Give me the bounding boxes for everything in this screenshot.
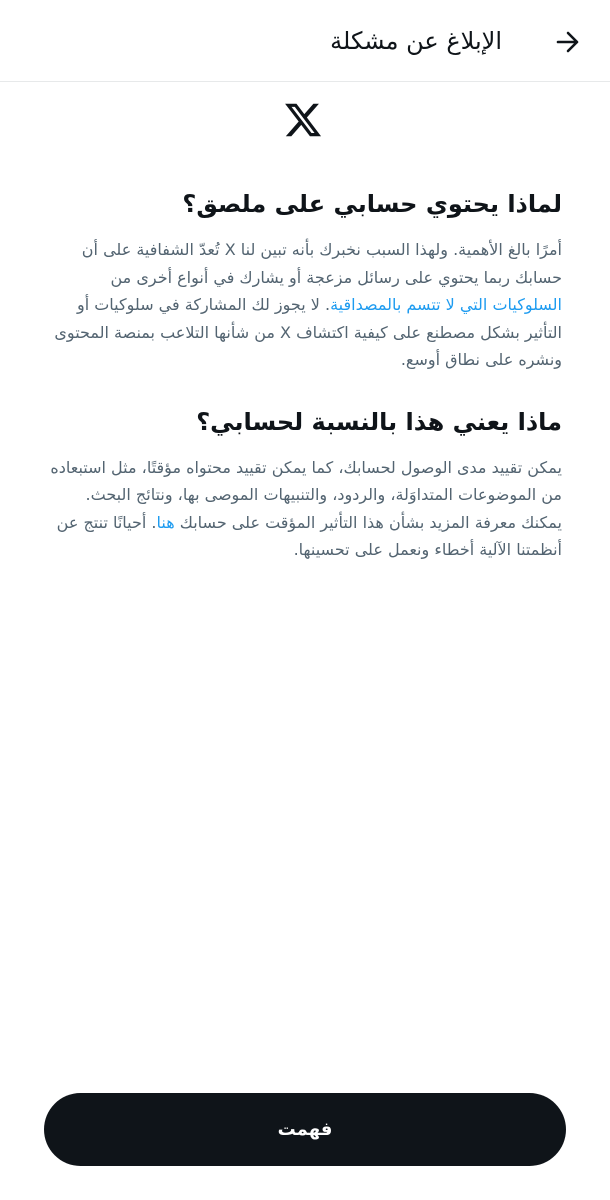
x-logo-icon xyxy=(283,100,323,140)
body-text: . أحيانًا تنتج عن أنظمتنا الآلية أخطاء ونعمل على تحسينها. xyxy=(56,512,562,559)
top-app-bar xyxy=(0,0,610,82)
page-title: الإبلاغ عن مشكلة xyxy=(330,27,502,55)
inauthentic-behaviors-link[interactable]: السلوكيات التي لا تتسم بالمصداقية xyxy=(330,295,562,314)
section-body xyxy=(44,454,562,564)
arrow-right-icon xyxy=(554,28,582,56)
body-text: . لا يجوز لك المشاركة في سلوكيات أو التأثير بشكل مصطنع على كيفية اكتشاف X من شأنها التلاعب بمنصة المحتوى ونشره على نطاق أوسع. xyxy=(54,295,562,369)
section-heading: ماذا يعني هذا بالنسبة لحسابي؟ xyxy=(196,407,562,436)
learn-more-here-link[interactable]: هنا xyxy=(156,512,175,532)
section-body xyxy=(44,236,562,374)
got-it-button[interactable]: فهمت xyxy=(44,1093,566,1166)
body-text: يمكن تقييد مدى الوصول لحسابك، كما يمكن تقييد محتواه مؤقتًا، مثل استبعاده من الموضوعات المتداوَلة، والردود، والتنبيهات الموصى بها، ونتائج البحث. يمكنك معرفة المزيد بشأن هذا التأثير المؤقت على حسابك xyxy=(50,457,562,532)
info-content xyxy=(44,186,562,564)
section-heading: لماذا يحتوي حسابي على ملصق؟ xyxy=(182,190,562,218)
body-text: أمرًا بالغ الأهمية. ولهذا السبب نخبرك بأنه تبين لنا X تُعدّ الشفافية على أن حسابك ربما يحتوي على رسائل مزعجة أو يشارك في أنواع أخرى من xyxy=(81,240,562,287)
back-button[interactable] xyxy=(548,22,588,62)
section-what-it-means xyxy=(44,404,562,564)
section-why-label xyxy=(44,186,562,374)
